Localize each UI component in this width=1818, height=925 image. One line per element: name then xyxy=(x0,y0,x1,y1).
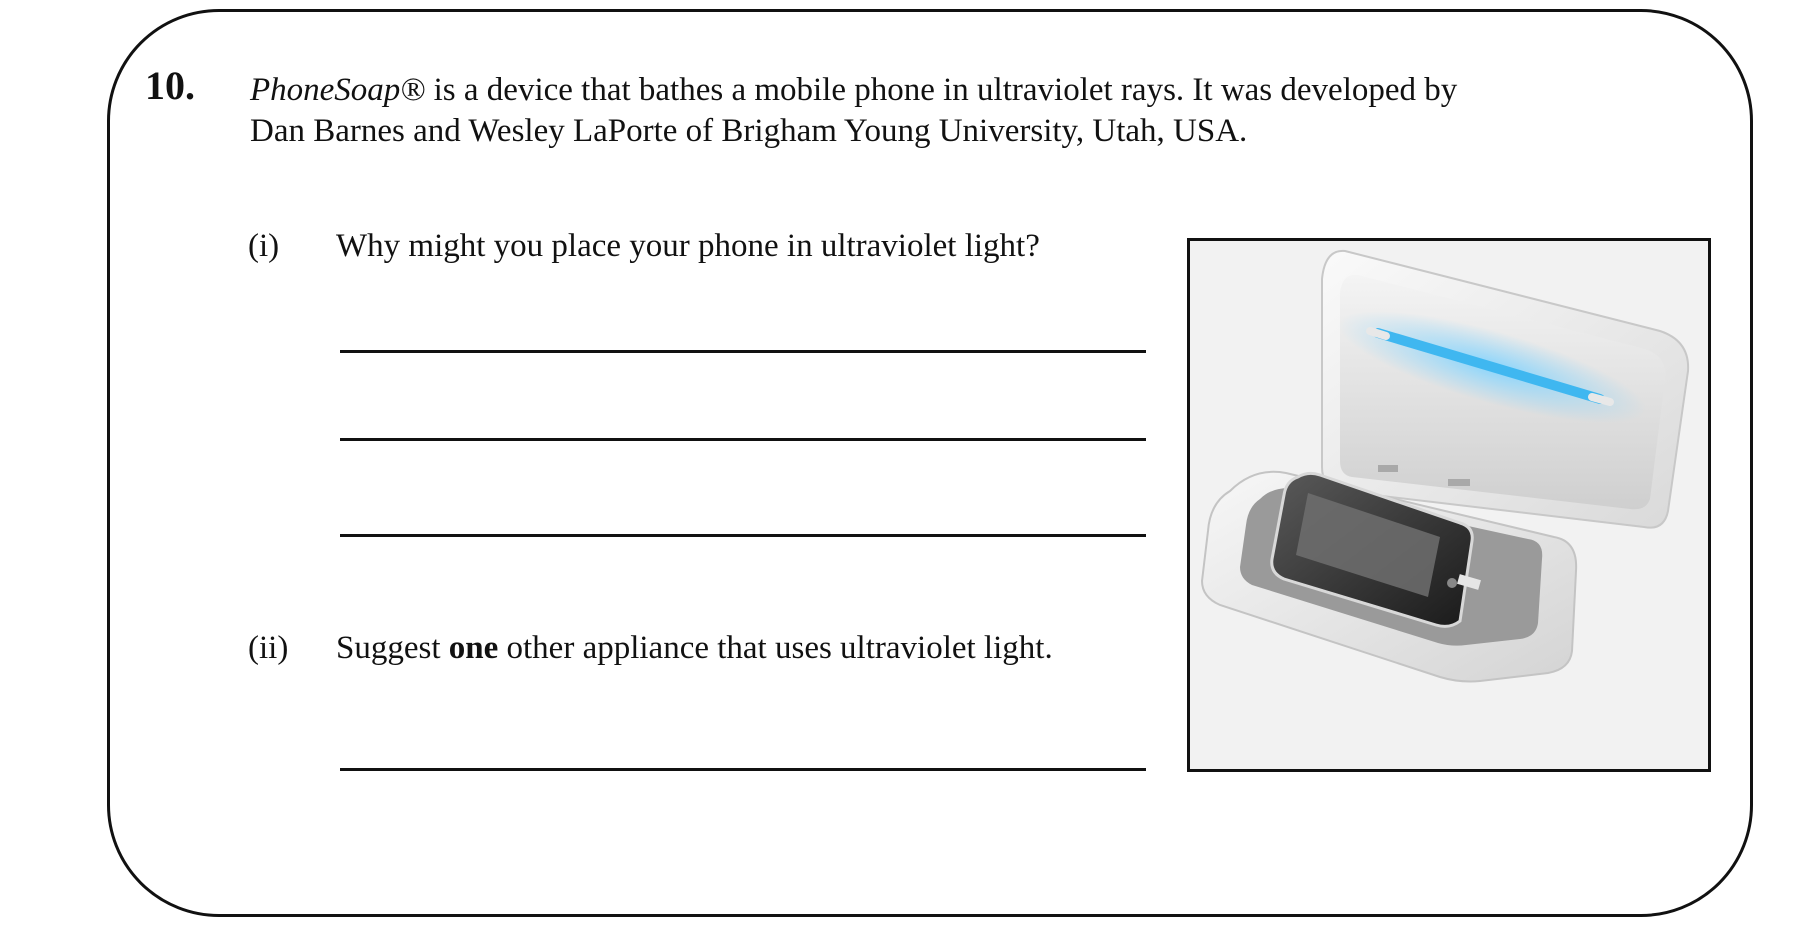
intro-line-1 xyxy=(250,70,1550,111)
brand-name: PhoneSoap® xyxy=(250,72,426,108)
part-ii-text-before: Suggest xyxy=(336,630,449,666)
answer-line-i-1[interactable] xyxy=(340,350,1146,353)
part-ii-question xyxy=(336,632,1053,665)
part-ii-bold-word: one xyxy=(448,630,499,666)
question-intro xyxy=(250,70,1550,152)
hinge-left xyxy=(1378,465,1398,472)
part-i-question: Why might you place your phone in ultraviolet light? xyxy=(336,228,1040,264)
hinge-right xyxy=(1448,479,1470,486)
phone-home-button xyxy=(1447,578,1457,588)
part-ii-label: (ii) xyxy=(248,630,289,666)
lamp-cap-right xyxy=(1592,397,1610,402)
phonesoap-image xyxy=(1187,238,1711,772)
answer-line-ii-1[interactable] xyxy=(340,768,1146,771)
answer-line-i-2[interactable] xyxy=(340,438,1146,441)
question-number: 10. xyxy=(145,63,195,108)
answer-line-i-3[interactable] xyxy=(340,534,1146,537)
intro-line-2: Dan Barnes and Wesley LaPorte of Brigham Young University, Utah, USA. xyxy=(250,113,1248,149)
phonesoap-illustration xyxy=(1190,241,1708,769)
part-i-label: (i) xyxy=(248,228,280,264)
lamp-cap-left xyxy=(1370,331,1386,336)
part-ii-text-after: other appliance that uses ultraviolet light. xyxy=(498,630,1053,666)
intro-line-1-text: is a device that bathes a mobile phone in ultraviolet rays. It was developed by xyxy=(425,72,1458,108)
